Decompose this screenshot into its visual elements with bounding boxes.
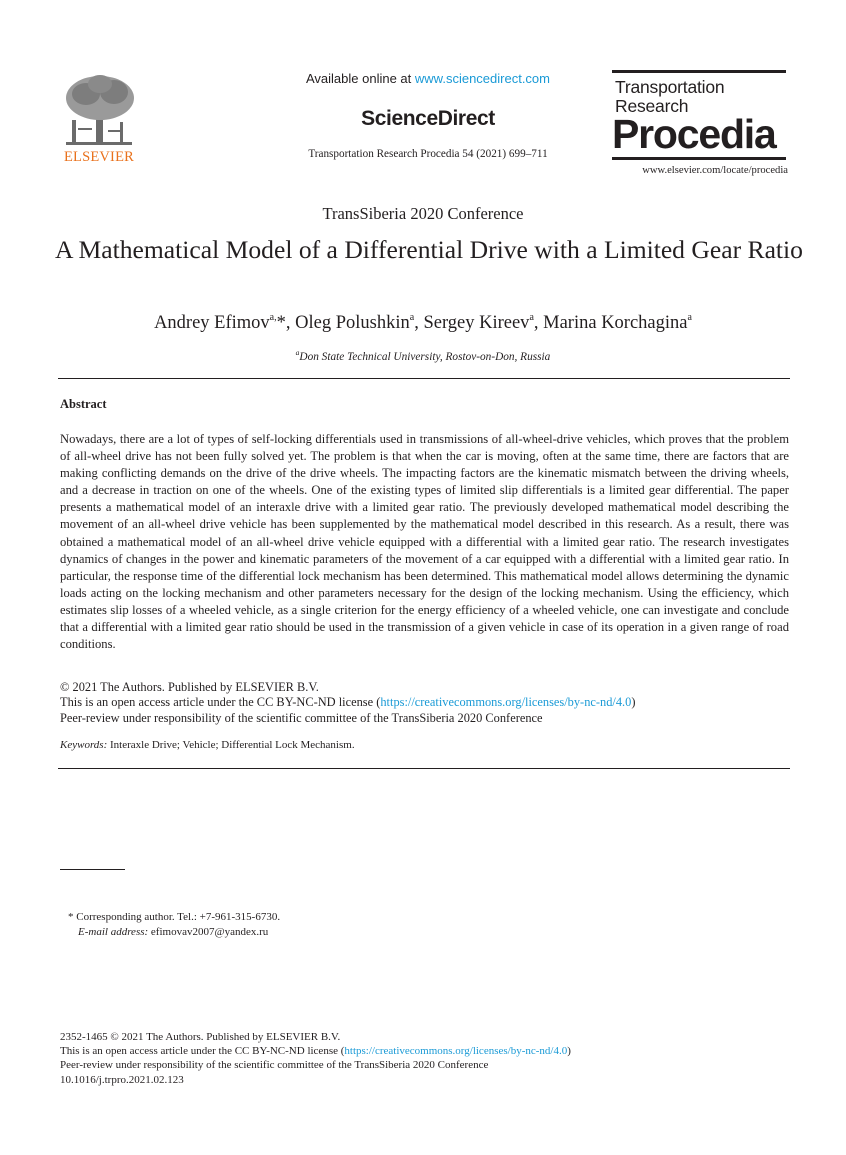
footer-peer-review-line: Peer-review under responsibility of the scientific committee of the TransSiberia 2020 Conference: [60, 1059, 489, 1072]
copyright-line: © 2021 The Authors. Published by ELSEVIER B.V.: [60, 680, 319, 694]
license-suffix: ): [631, 695, 636, 710]
author-name: Andrey Efimov: [154, 313, 270, 333]
article-title: A Mathematical Model of a Differential Drive with a Limited Gear Ratio: [55, 235, 803, 264]
journal-logo-top-rule: [612, 70, 786, 73]
email-address: efimovav2007@yandex.ru: [148, 926, 269, 938]
keywords-label: Keywords:: [60, 739, 108, 751]
footer-license-link[interactable]: https://creativecommons.org/licenses/by-nc-nd/4.0: [344, 1045, 568, 1058]
affiliation: [0, 348, 846, 363]
email-line: [68, 925, 280, 940]
journal-url: www.elsevier.com/locate/procedia: [642, 165, 788, 176]
keywords-line: [60, 739, 789, 751]
rights-block: [60, 680, 789, 726]
corresponding-author-footnote: [68, 910, 280, 940]
peer-review-line: Peer-review under responsibility of the scientific committee of the TransSiberia 2020 Conference: [60, 710, 543, 725]
author-name: Oleg Polushkin: [295, 313, 410, 333]
affiliation-text: Don State Technical University, Rostov-on-Don, Russia: [299, 351, 551, 363]
journal-logo-line1: Transportation: [615, 77, 725, 97]
author-separator: ,: [414, 313, 424, 333]
abstract-bottom-rule: [58, 768, 790, 769]
license-line: [60, 695, 789, 710]
license-link[interactable]: https://creativecommons.org/licenses/by-nc-nd/4.0: [380, 695, 632, 710]
license-prefix: This is an open access article under the CC BY-NC-ND license (: [60, 695, 381, 710]
email-label: E-mail address:: [78, 926, 149, 938]
page-footer: [60, 1030, 789, 1087]
abstract-heading: Abstract: [60, 397, 107, 411]
footer-license-prefix: This is an open access article under the CC BY-NC-ND license (: [60, 1045, 345, 1058]
journal-logo-bottom-rule: [612, 157, 786, 160]
doi-line: 10.1016/j.trpro.2021.02.123: [60, 1073, 184, 1086]
footer-license-suffix: ): [567, 1045, 571, 1058]
affiliation-mark: a: [295, 348, 300, 357]
sciencedirect-brand: ScienceDirect: [361, 107, 495, 130]
author-affiliation-mark: a: [529, 312, 534, 323]
keywords-text: Interaxle Drive; Vehicle; Differential Lock Mechanism.: [107, 739, 355, 751]
abstract-text: Nowadays, there are a lot of types of self-locking differentials used in transmissions of all-wheel-drive vehicles, which proves that the problem of all-wheel drive has not been fully solved yet. The problem is that when the car is moving, often at the same time, there are factors that are making conflicting demands on the drive of the drive wheels. The impacting factors are the kinematic mismatch between the driving wheels, and a decrease in traction on one of the wheels. One of the existing types of limited slip differentials is a limited gear differential. The paper presents a mathematical model of an interaxle drive with a limited gear ratio. The previously developed mathematical model describing the movement of an all-wheel drive vehicle has been supplemented by the mathematical model described in this research. As a result, there was obtained a mathematical model of an all-wheel drive vehicle equipped with a differential with a limited gear ratio. The research investigates dynamics of changes in the power and kinematic parameters of the movement of a car equipped with a differential with a limited gear ratio. In particular, the response time of the differential lock mechanism has been determined. This mathematical model allows determining the dynamic loads acting on the locking mechanism and other parameters necessary for the design of the locking mechanism. Using the efficiency, which estimates slip losses of a wheeled vehicle, as a single criterion for the energy efficiency of a wheeled vehicle, one can investigate and conclude that a differential with a limited gear ratio should be used in the transmission of a given vehicle in case of its operation in a given range of road conditions.: [60, 432, 789, 652]
author-affiliation-mark: a: [687, 312, 692, 323]
author-affiliation-mark: a: [409, 312, 415, 323]
footnote-rule: [60, 869, 125, 870]
available-online-line: [200, 71, 656, 86]
elsevier-wordmark: ELSEVIER: [63, 149, 135, 165]
available-prefix: Available online at: [305, 71, 415, 86]
author-separator: *,: [276, 313, 296, 333]
author-affiliation-mark: a,: [269, 312, 277, 323]
abstract-top-rule: [58, 378, 790, 379]
author-list: [0, 312, 846, 334]
sciencedirect-link[interactable]: www.sciencedirect.com: [414, 71, 550, 86]
journal-reference: Transportation Research Procedia 54 (2021) 699–711: [308, 148, 548, 160]
author-name: Marina Korchagina: [543, 313, 688, 333]
corresponding-author-line: * Corresponding author. Tel.: +7-961-315-6730.: [68, 911, 281, 923]
procedia-logo-text: Procedia: [612, 111, 776, 157]
author-separator: ,: [533, 313, 544, 333]
footer-license-line: [60, 1044, 789, 1058]
issn-line: 2352-1465 © 2021 The Authors. Published by ELSEVIER B.V.: [60, 1031, 341, 1043]
journal-logo-line2: Research: [615, 96, 689, 116]
conference-name: TransSiberia 2020 Conference: [322, 204, 524, 223]
author-name: Sergey Kireev: [423, 313, 530, 333]
